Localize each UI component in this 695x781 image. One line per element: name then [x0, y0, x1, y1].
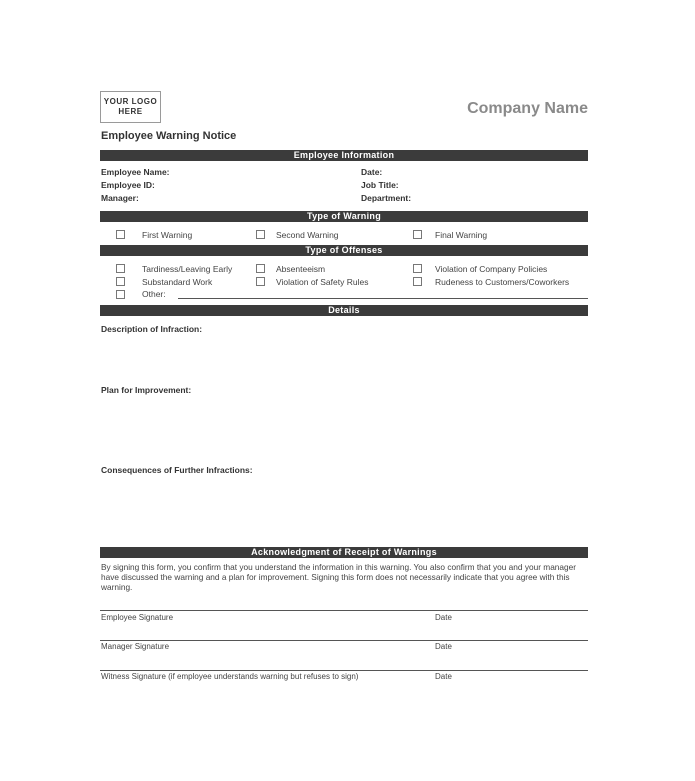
logo-line2: HERE — [118, 107, 143, 116]
warning-type-heading: Type of Warning — [100, 211, 588, 222]
employee-name-label: Employee Name: — [101, 167, 170, 177]
company-policies-label: Violation of Company Policies — [435, 264, 548, 274]
first-warning-label: First Warning — [142, 230, 193, 240]
final-warning-checkbox[interactable] — [413, 230, 422, 239]
witness-signature-label: Witness Signature (if employee understands warning but refuses to sign) — [101, 672, 359, 681]
acknowledgment-heading: Acknowledgment of Receipt of Warnings — [100, 547, 588, 558]
substandard-work-checkbox[interactable] — [116, 277, 125, 286]
witness-date-label: Date — [435, 672, 452, 681]
employee-date-label: Date — [435, 613, 452, 622]
employee-id-label: Employee ID: — [101, 180, 155, 190]
manager-label: Manager: — [101, 193, 139, 203]
company-name: Company Name — [467, 100, 588, 117]
other-line[interactable] — [178, 298, 588, 299]
details-heading: Details — [100, 305, 588, 316]
date-label: Date: — [361, 167, 383, 177]
absenteeism-checkbox[interactable] — [256, 264, 265, 273]
employee-signature-label: Employee Signature — [101, 613, 174, 622]
other-label: Other: — [142, 289, 166, 299]
tardiness-label: Tardiness/Leaving Early — [142, 264, 233, 274]
second-warning-label: Second Warning — [276, 230, 339, 240]
rudeness-checkbox[interactable] — [413, 277, 422, 286]
substandard-work-label: Substandard Work — [142, 277, 213, 287]
rudeness-label: Rudeness to Customers/Coworkers — [435, 277, 570, 287]
manager-date-label: Date — [435, 642, 452, 651]
department-label: Department: — [361, 193, 412, 203]
logo-line1: YOUR LOGO — [103, 97, 158, 106]
tardiness-checkbox[interactable] — [116, 264, 125, 273]
document-title: Employee Warning Notice — [101, 130, 237, 142]
witness-signature-line[interactable] — [100, 670, 588, 671]
company-policies-checkbox[interactable] — [413, 264, 422, 273]
absenteeism-label: Absenteeism — [276, 264, 326, 274]
first-warning-checkbox[interactable] — [116, 230, 125, 239]
acknowledgment-text: By signing this form, you confirm that you understand the information in this warning. You also confirm that you and your manager have discussed the warning and a plan for improvement. Signing this form does not necessarily indicate that you agree with this warning. — [101, 562, 577, 592]
manager-signature-label: Manager Signature — [101, 642, 170, 651]
offenses-heading: Type of Offenses — [100, 245, 588, 256]
plan-label: Plan for Improvement: — [101, 385, 192, 395]
safety-rules-label: Violation of Safety Rules — [276, 277, 369, 287]
other-checkbox[interactable] — [116, 290, 125, 299]
consequences-label: Consequences of Further Infractions: — [101, 465, 253, 475]
description-label: Description of Infraction: — [101, 324, 203, 334]
logo-placeholder — [100, 91, 161, 123]
final-warning-label: Final Warning — [435, 230, 488, 240]
second-warning-checkbox[interactable] — [256, 230, 265, 239]
job-title-label: Job Title: — [361, 180, 399, 190]
manager-signature-line[interactable] — [100, 640, 588, 641]
employee-info-heading: Employee Information — [100, 150, 588, 161]
safety-rules-checkbox[interactable] — [256, 277, 265, 286]
employee-signature-line[interactable] — [100, 610, 588, 611]
